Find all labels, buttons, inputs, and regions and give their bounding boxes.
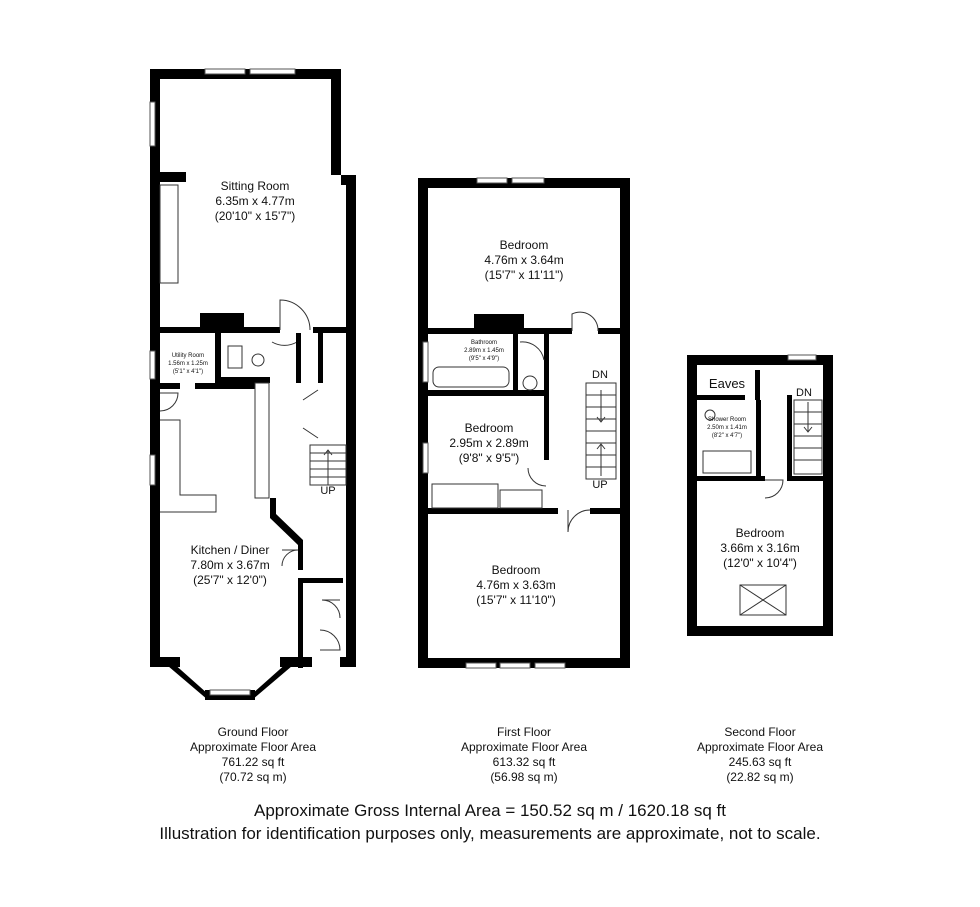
ground-floor-plan [150,69,356,700]
utility-room-metric: 1.56m x 1.25m [168,361,208,367]
ground-floor-caption [153,725,353,785]
kitchen-label: Kitchen / Diner [190,543,270,557]
bedroom4-imperial: (12'0" x 10'4") [723,556,797,570]
floor-name: First Floor [497,725,551,739]
first-stairs-down-label: DN [592,369,608,381]
bathroom-metric: 2.89m x 1.45m [464,348,504,354]
second-stairs [794,400,822,474]
floor-area-sqft: 245.63 sq ft [728,755,792,769]
second-floor-caption [660,725,860,785]
bedroom1-metric: 4.76m x 3.64m [484,253,564,267]
floor-area-sqm: (22.82 sq m) [726,770,794,784]
eaves-label: Eaves [708,376,746,391]
floor-area-label: Approximate Floor Area [189,740,317,754]
utility-room-imperial: (5'1" x 4'1") [172,369,204,375]
bedroom3-label: Bedroom [491,563,541,577]
kitchen-imperial: (25'7" x 12'0") [193,573,267,587]
utility-room-label: Utility Room [171,353,205,359]
bedroom4-label: Bedroom [735,526,785,540]
bedroom1-label: Bedroom [499,238,549,252]
disclaimer-text: Illustration for identification purposes only, measurements are approximate, not to scale. [159,824,821,843]
ground-stairs [310,445,346,485]
bedroom2-imperial: (9'8" x 9'5") [458,451,520,465]
first-stairs-up-label: UP [592,479,608,491]
second-stairs-down-label: DN [796,387,812,399]
shower-room-metric: 2.50m x 1.41m [707,425,747,431]
sitting-room-metric: 6.35m x 4.77m [215,194,295,208]
floor-area-sqm: (70.72 sq m) [219,770,287,784]
floor-name: Second Floor [724,725,796,739]
floor-area-label: Approximate Floor Area [696,740,824,754]
first-floor-caption [424,725,624,785]
sitting-room-imperial: (20'10" x 15'7") [214,209,296,223]
bedroom2-label: Bedroom [464,421,514,435]
shower-room-label: Shower Room [707,417,747,423]
bedroom3-metric: 4.76m x 3.63m [476,578,556,592]
floor-area-sqft: 613.32 sq ft [492,755,556,769]
bedroom3-imperial: (15'7" x 11'10") [476,593,556,607]
shower-room-imperial: (8'2" x 4'7") [711,433,743,439]
bedroom4-metric: 3.66m x 3.16m [720,541,800,555]
floor-area-sqm: (56.98 sq m) [490,770,558,784]
floor-area-label: Approximate Floor Area [460,740,588,754]
first-stairs [586,383,616,479]
ground-stairs-up-label: UP [320,485,336,497]
floor-area-sqft: 761.22 sq ft [221,755,285,769]
kitchen-metric: 7.80m x 3.67m [190,558,270,572]
sitting-room-label: Sitting Room [220,179,290,193]
bathroom-imperial: (9'5" x 4'9") [468,356,500,362]
bathroom-label: Bathroom [470,340,498,346]
floor-name: Ground Floor [217,725,289,739]
bedroom1-imperial: (15'7" x 11'11") [484,268,564,282]
bedroom2-metric: 2.95m x 2.89m [449,436,529,450]
gross-area-text: Approximate Gross Internal Area = 150.52 sq m / 1620.18 sq ft [253,801,726,820]
second-floor-plan [687,355,833,636]
first-floor-plan [418,178,630,668]
